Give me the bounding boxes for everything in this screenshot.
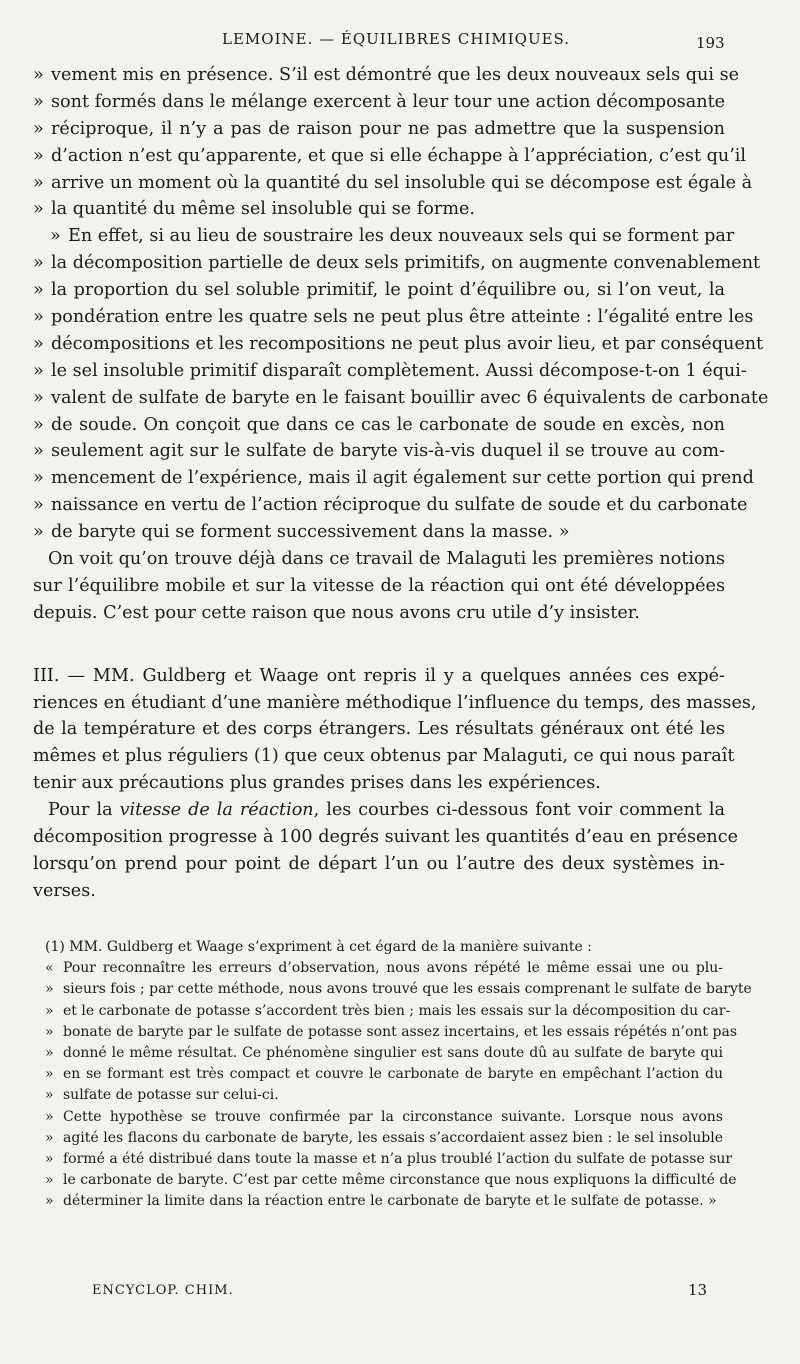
footnote-line: » sulfate de potasse sur celui-ci. (45, 1085, 723, 1106)
text-line: sur l’équilibre mobile et sur la vitesse de la réaction qui ont été développées (33, 575, 725, 596)
quote-mark: » (45, 1108, 54, 1125)
footnote-line: « Pour reconnaître les erreurs d’observation, nous avons répété le même essai une ou plu- (45, 958, 723, 979)
footnote-line: » donné le même résultat. Ce phénomène singulier est sans doute dû au sulfate de baryte qui (45, 1043, 723, 1064)
quote-mark: » (45, 1129, 54, 1146)
footnote-line: » agité les flacons du carbonate de baryte, les essais s’accordaient assez bien : le sel insoluble (45, 1128, 723, 1149)
footnote-line: » le carbonate de baryte. C’est par cette même circonstance que nous expliquons la difficulté de (45, 1170, 723, 1191)
quote-mark: » (45, 1087, 54, 1104)
footnote-line: » sieurs fois ; par cette méthode, nous avons trouvé que les essais comprenant le sulfate de baryte (45, 979, 723, 1000)
quote-mark: » (33, 441, 44, 462)
quote-mark: » (33, 199, 44, 220)
quote-mark: » (45, 1044, 54, 1061)
running-header (0, 30, 800, 54)
quote-mark: » (45, 1193, 54, 1210)
text-line: de la température et des corps étrangers. Les résultats généraux ont été les (33, 719, 725, 740)
quote-mark: » (33, 91, 44, 112)
quote-mark: » (33, 387, 44, 408)
quote-mark: » (45, 1150, 54, 1167)
text-line: » de baryte qui se forment successivement dans la masse. » (33, 519, 725, 546)
text-line: décomposition progresse à 100 degrés suivant les quantités d’eau en présence (33, 827, 738, 848)
quote-mark: » (33, 280, 44, 301)
paragraph-malaguti-conclusion (33, 546, 725, 627)
quote-mark: » (45, 1002, 54, 1019)
text-line: depuis. C’est pour cette raison que nous avons cru utile d’y insister. (33, 602, 640, 623)
quote-mark: » (33, 468, 44, 489)
footnote-block (45, 937, 752, 1212)
quote-mark: » (33, 333, 44, 354)
paragraph-reaction-speed (33, 797, 738, 905)
text-line: » arrive un moment où la quantité du sel insoluble qui se décompose est égale à (33, 170, 725, 197)
quotation-block (33, 62, 769, 546)
footnote-line: » en se formant est très compact et couvre le carbonate de baryte en empêchant l’action du (45, 1064, 723, 1085)
footer-signature: ENCYCLOP. CHIM. (92, 1283, 234, 1298)
text-line: III. — MM. Guldberg et Waage ont repris il y a quelques années ces expé- (33, 665, 725, 686)
text-line: » mencement de l’expérience, mais il agit également sur cette portion qui prend (33, 465, 725, 492)
main-text (33, 62, 769, 905)
quote-mark: » (45, 1066, 54, 1083)
quote-mark: » (33, 495, 44, 516)
text-line: » valent de sulfate de baryte en le faisant bouillir avec 6 équivalents de carbonate (33, 385, 725, 412)
quote-mark: » (33, 172, 44, 193)
text-line: » réciproque, il n’y a pas de raison pour ne pas admettre que la suspension (33, 116, 725, 143)
text-line: » la proportion du sel soluble primitif, le point d’équilibre ou, si l’on veut, la (33, 277, 725, 304)
section-gap (33, 627, 725, 663)
text-line: mêmes et plus réguliers (1) que ceux obtenus par Malaguti, ce qui nous paraît (33, 746, 735, 767)
text-line: » la quantité du même sel insoluble qui se forme. (33, 196, 725, 223)
quote-mark: » (33, 65, 44, 85)
quote-mark: » (33, 414, 44, 435)
text-line: » vement mis en présence. S’il est démontré que les deux nouveaux sels qui se (33, 62, 725, 89)
quote-mark: » (33, 307, 44, 328)
footnote-intro: (1) MM. Guldberg et Waage s’expriment à cet égard de la manière suivante : (45, 939, 592, 955)
footnote-line: » bonate de baryte par le sulfate de potasse sont assez incertains, et les essais répétés n’ont pas (45, 1022, 723, 1043)
page-number: 193 (696, 34, 725, 52)
footnote-line: » formé a été distribué dans toute la masse et n’a plus troublé l’action du sulfate de potasse sur (45, 1149, 723, 1170)
quote-mark: » (33, 360, 44, 381)
quote-mark: « (45, 960, 54, 977)
text-line: On voit qu’on trouve déjà dans ce travail de Malaguti les premières notions (48, 549, 725, 570)
footnote-line: » Cette hypothèse se trouve confirmée par la circonstance suivante. Lorsque nous avons (45, 1107, 723, 1128)
text-line: » sont formés dans le mélange exercent à leur tour une action décomposante (33, 89, 725, 116)
emphasis-term: vitesse de la réaction (119, 800, 314, 821)
text-line: lorsqu’on prend pour point de départ l’un ou l’autre des deux systèmes in- (33, 853, 725, 874)
quote-mark: » (45, 1172, 54, 1189)
quote-mark: » (45, 1023, 54, 1040)
sheet-number: 13 (688, 1281, 708, 1299)
quote-mark: » (45, 981, 54, 998)
quote-mark: » (50, 226, 61, 247)
text-line: verses. (33, 880, 96, 901)
text-line: » le sel insoluble primitif disparaît complètement. Aussi décompose-t-on 1 équi- (33, 358, 725, 385)
quote-mark: » (33, 522, 44, 543)
page-footer (0, 1283, 800, 1303)
text-line: » d’action n’est qu’apparente, et que si elle échappe à l’appréciation, c’est qu’il (33, 143, 725, 170)
text-line: tenir aux précautions plus grandes prises dans les expériences. (33, 773, 601, 794)
text-line: » seulement agit sur le sulfate de baryte vis-à-vis duquel il se trouve au com- (33, 438, 725, 465)
paragraph-guldberg-waage (33, 663, 757, 797)
running-title: LEMOINE. — ÉQUILIBRES CHIMIQUES. (222, 30, 571, 48)
text-line: » En effet, si au lieu de soustraire les deux nouveaux sels qui se forment par (33, 223, 725, 250)
quote-mark: » (33, 253, 44, 274)
quote-mark: » (33, 118, 44, 139)
footnote-line: » et le carbonate de potasse s’accordent très bien ; mais les essais sur la décomposition du car- (45, 1001, 723, 1022)
text-line: » naissance en vertu de l’action réciproque du sulfate de soude et du carbonate (33, 492, 725, 519)
text-line: » pondération entre les quatre sels ne peut plus être atteinte : l’égalité entre les (33, 304, 725, 331)
text-line: riences en étudiant d’une manière méthodique l’influence du temps, des masses, (33, 692, 757, 713)
footnote-line: » déterminer la limite dans la réaction entre le carbonate de baryte et le sulfate de potasse. » (45, 1191, 723, 1212)
text-line: » la décomposition partielle de deux sels primitifs, on augmente convenablement (33, 250, 725, 277)
quote-mark: » (33, 145, 44, 166)
text-line: Pour la vitesse de la réaction, les courbes ci-dessous font voir comment la (48, 800, 726, 821)
text-line: » décompositions et les recompositions ne peut plus avoir lieu, et par conséquent (33, 331, 725, 358)
text-line: » de soude. On conçoit que dans ce cas le carbonate de soude en excès, non (33, 412, 725, 439)
